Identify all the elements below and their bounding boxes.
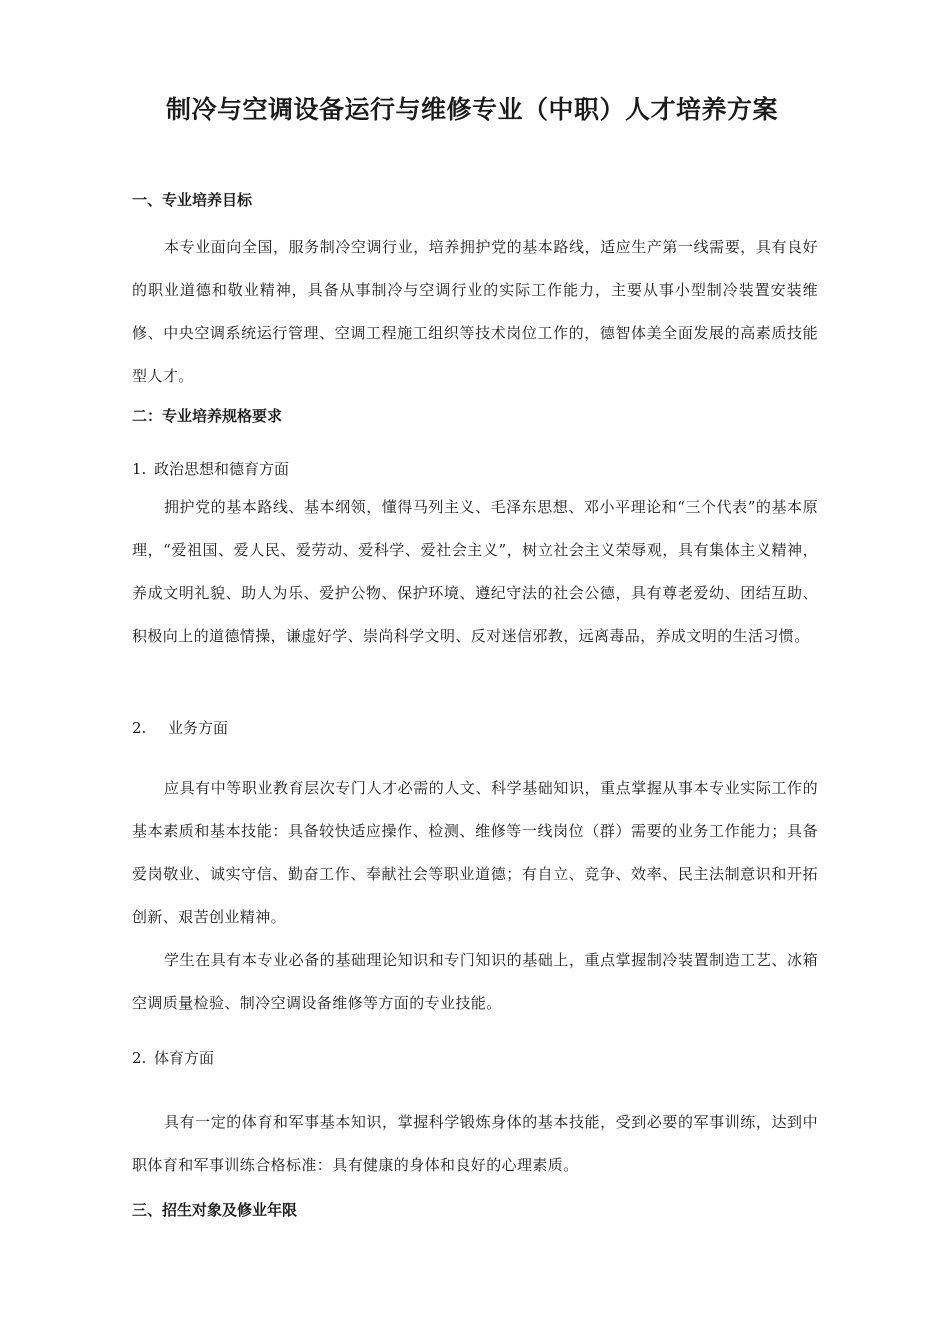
subheading-number: 2. [132, 719, 147, 737]
paragraph-business-2: 学生在具有本专业必备的基础理论知识和专门知识的基础上，重点掌握制冷装置制造工艺、冰箱空调质量检验、制冷空调设备维修等方面的专业技能。 [132, 951, 818, 1012]
paragraph-training-goal: 本专业面向全国，服务制冷空调行业，培养拥护党的基本路线，适应生产第一线需要，具有良好的职业道德和敬业精神，具备从事制冷与空调行业的实际工作能力，主要从事小型制冷装置安装维修、中央空调系统运行管理、空调工程施工组织等技术岗位工作的，德智体美全面发展的高素质技能型人才。 [132, 238, 818, 385]
paragraph-physical: 具有一定的体育和军事基本知识，掌握科学锻炼身体的基本技能，受到必要的军事训练，达到中职体育和军事训练合格标准：具有健康的身体和良好的心理素质。 [132, 1113, 818, 1174]
section-heading-requirements: 二：专业培养规格要求 [132, 407, 283, 425]
paragraph-business-1: 应具有中等职业教育层次专门人才必需的人文、科学基础知识，重点掌握从事本专业实际工作的基本素质和基本技能：具备较快适应操作、检测、维修等一线岗位（群）需要的业务工作能力；具备爱岗敬业、诚实守信、勤奋工作、奉献社会等职业道德；有自立、竞争、效率、民主法制意识和开拓创新、艰苦创业精神。 [132, 779, 818, 926]
subheading-physical [132, 1048, 214, 1068]
section-heading-enrollment: 三、招生对象及修业年限 [132, 1201, 298, 1219]
subheading-label: 体育方面 [154, 1049, 215, 1067]
section-heading-training-goal: 一、专业培养目标 [132, 191, 253, 209]
subheading-number: 2. [132, 1049, 147, 1067]
subheading-label: 业务方面 [168, 719, 229, 737]
subheading-political-moral [132, 459, 289, 479]
subheading-business [132, 718, 228, 738]
subheading-number: 1. [132, 460, 147, 478]
paragraph-political-moral: 拥护党的基本路线、基本纲领，懂得马列主义、毛泽东思想、邓小平理论和“三个代表”的基本原理，“爱祖国、爱人民、爱劳动、爱科学、爱社会主义”，树立社会主义荣辱观，具有集体主义精神，养成文明礼貌、助人为乐、爱护公物、保护环境、遵纪守法的社会公德，具有尊老爱幼、团结互助、积极向上的道德情操，谦虚好学、崇尚科学文明、反对迷信邪教，远离毒品，养成文明的生活习惯。 [132, 498, 818, 645]
document-title: 制冷与空调设备运行与维修专业（中职）人才培养方案 [166, 95, 779, 124]
subheading-label: 政治思想和德育方面 [154, 460, 290, 478]
